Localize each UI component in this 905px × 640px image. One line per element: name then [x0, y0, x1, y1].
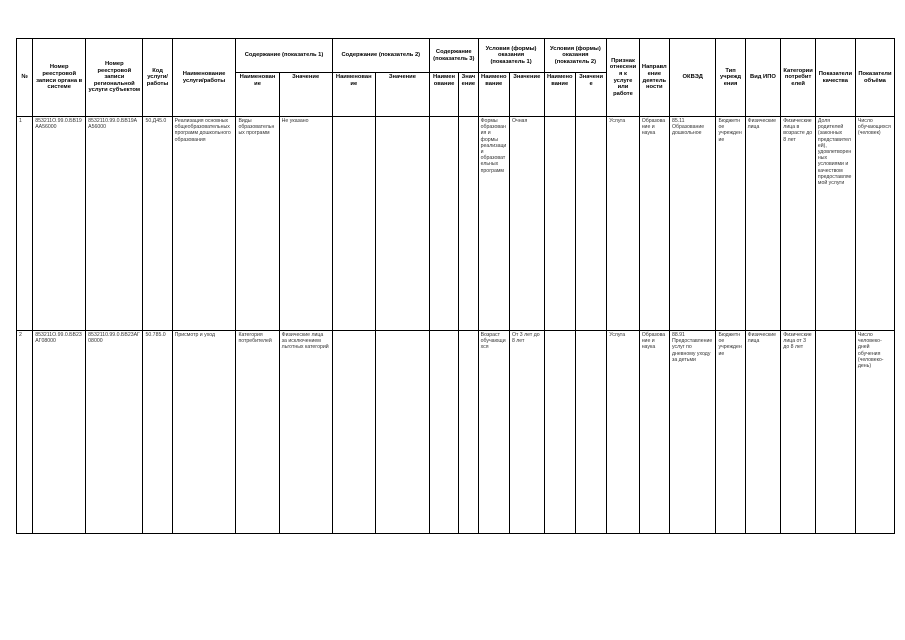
col-service-code-header: Код услуги/работы — [143, 39, 172, 117]
content2-value-subheader: Значение — [375, 73, 429, 117]
col-okved-header: ОКВЭД — [669, 39, 715, 117]
content2-name-cell — [332, 117, 375, 331]
dir-cell: Образование и наука — [639, 117, 669, 331]
content2-value-cell — [375, 117, 429, 331]
quality-cell: Доля родителей (законных представителей), удовлетворенных условиями и качеством предоставляемой услуги — [815, 117, 855, 331]
row-num: 1 — [17, 117, 33, 331]
content3-value-cell — [459, 117, 478, 331]
col-cond2-header: Условия (формы) оказания (показатель 2) — [544, 39, 607, 73]
category-cell: Физические лица от 3 до 8 лет — [781, 331, 816, 534]
col-quality-header: Показатели качества — [815, 39, 855, 117]
cond2-value-subheader: Значение — [575, 73, 606, 117]
col-vid-header: Вид ИПО — [745, 39, 781, 117]
okved-cell: 88.91 Предоставление услуг по дневному уходу за детьми — [669, 331, 715, 534]
type-cell: Бюджетное учреждение — [716, 117, 745, 331]
sign-cell: Услуга — [607, 331, 639, 534]
content2-value-cell — [375, 331, 429, 534]
table-row — [17, 331, 895, 534]
header-row-top — [17, 39, 895, 73]
okved-cell: 85.11 Образование дошкольное — [669, 117, 715, 331]
volume-cell: Число человеко-дней обучения (человеко-день) — [855, 331, 894, 534]
cond1-value-subheader: Значение — [509, 73, 544, 117]
content2-name-subheader: Наименование — [332, 73, 375, 117]
row-num: 2 — [17, 331, 33, 534]
service-code-cell: 50.Д45.0 — [143, 117, 172, 331]
vid-cell: Физические лица — [745, 117, 781, 331]
content3-value-cell — [459, 331, 478, 534]
volume-cell: Число обучающихся (человек) — [855, 117, 894, 331]
col-service-name-header: Наименование услуги/работы — [172, 39, 236, 117]
content1-value-cell: Не указано — [279, 117, 332, 331]
sign-cell: Услуга — [607, 117, 639, 331]
col-cond1-header: Условия (формы) оказания (показатель 1) — [478, 39, 544, 73]
cond2-name-cell — [544, 117, 575, 331]
content1-value-cell: Физические лица за исключением льготных категорий — [279, 331, 332, 534]
col-reg-entry-header: Номер реестровой записи органа в системе — [33, 39, 86, 117]
content1-name-cell: Категория потребителей — [236, 331, 279, 534]
cond1-name-cell: Формы образования и формы реализации образовательных программ — [478, 117, 509, 331]
col-category-header: Категории потребителей — [781, 39, 816, 117]
service-code-cell: 50.785.0 — [143, 331, 172, 534]
cond2-name-subheader: Наименование — [544, 73, 575, 117]
col-content1-header: Содержание (показатель 1) — [236, 39, 332, 73]
quality-cell — [815, 331, 855, 534]
type-cell: Бюджетное учреждение — [716, 331, 745, 534]
col-type-header: Тип учреждения — [716, 39, 745, 117]
col-dir-header: Направление деятельности — [639, 39, 669, 117]
col-content3-header: Содержание (показатель 3) — [429, 39, 478, 73]
service-name-cell: Реализация основных общеобразовательных программ дошкольного образования — [172, 117, 236, 331]
service-name-cell: Присмотр и уход — [172, 331, 236, 534]
col-num-header: № — [17, 39, 33, 117]
content3-value-subheader: Значение — [459, 73, 478, 117]
content2-name-cell — [332, 331, 375, 534]
col-content2-header: Содержание (показатель 2) — [332, 39, 429, 73]
content1-value-subheader: Значение — [279, 73, 332, 117]
cond1-name-cell: Возраст обучающихся — [478, 331, 509, 534]
dir-cell: Образование и наука — [639, 331, 669, 534]
reg-entry-cell: 853211О.99.0.БВ19АА56000 — [33, 117, 86, 331]
cond1-value-cell: От 3 лет до 8 лет — [509, 331, 544, 534]
registry-table — [16, 38, 895, 534]
table-row — [17, 117, 895, 331]
reg-number-cell: 8532110.99.0.БВ23АГ08000 — [86, 331, 143, 534]
reg-number-cell: 8532110.99.0.БВ19АА56000 — [86, 117, 143, 331]
cond1-name-subheader: Наименование — [478, 73, 509, 117]
col-reg-number-header: Номер реестровой записи региональной услуги субъектом — [86, 39, 143, 117]
cond1-value-cell: Очная — [509, 117, 544, 331]
cond2-value-cell — [575, 117, 606, 331]
cond2-name-cell — [544, 331, 575, 534]
cond2-value-cell — [575, 331, 606, 534]
content1-name-subheader: Наименование — [236, 73, 279, 117]
col-volume-header: Показатели объёма — [855, 39, 894, 117]
content3-name-subheader: Наименование — [429, 73, 458, 117]
reg-entry-cell: 853211О.99.0.БВ23АГ08000 — [33, 331, 86, 534]
content3-name-cell — [429, 117, 458, 331]
content1-name-cell: Виды образовательных программ — [236, 117, 279, 331]
col-sign-header: Признак отнесения к услуге или работе — [607, 39, 639, 117]
content3-name-cell — [429, 331, 458, 534]
vid-cell: Физические лица — [745, 331, 781, 534]
category-cell: Физические лица в возрасте до 8 лет — [781, 117, 816, 331]
